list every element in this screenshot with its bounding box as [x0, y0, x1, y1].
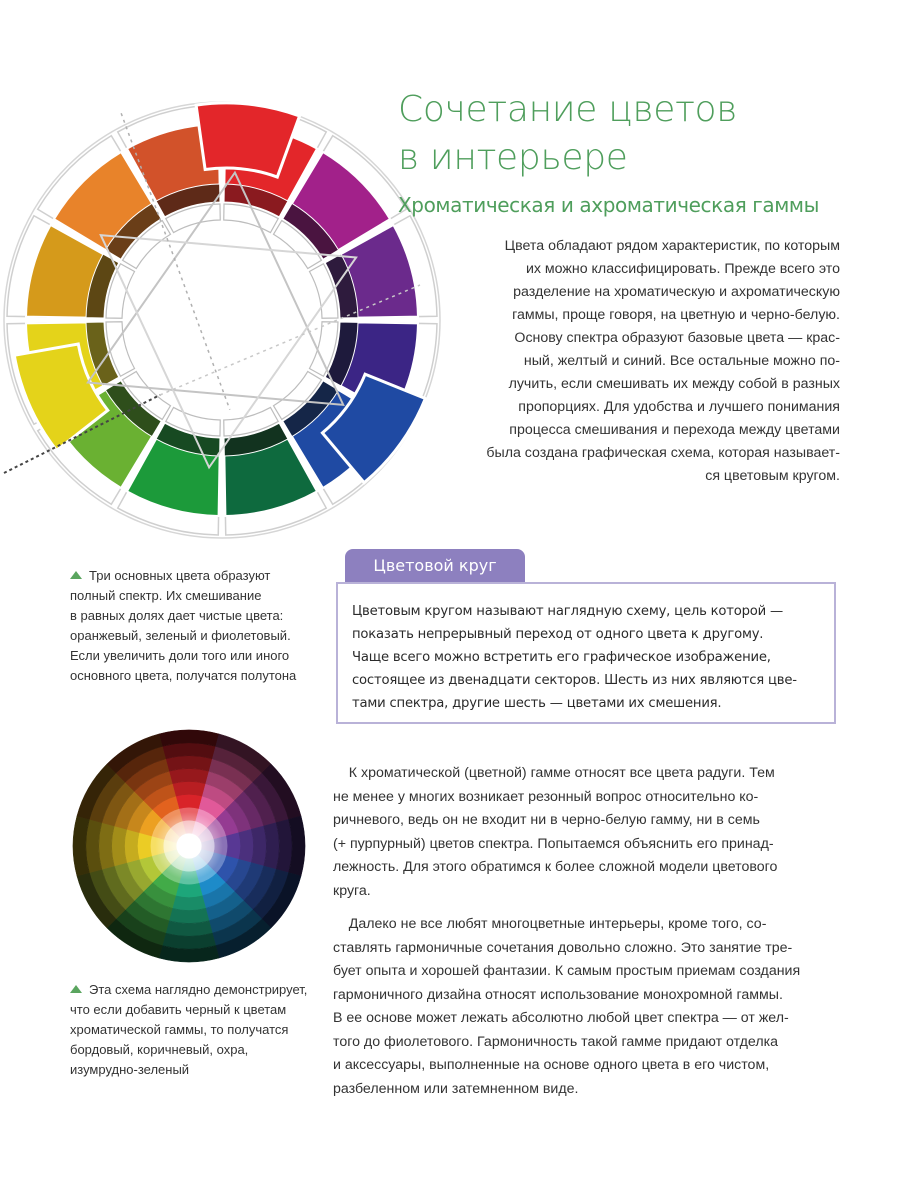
- caption-line: Эта схема наглядно демонстрирует,: [70, 980, 307, 1000]
- shade-cell: [169, 769, 209, 784]
- body-text: [333, 762, 841, 1113]
- intro-line: пропорциях. Для удобства и лучшего понимания: [518, 399, 840, 415]
- body-line: ставлять гармоничные сочетания довольно сложно. Это занятие тре-: [333, 939, 793, 956]
- body-paragraph: [333, 913, 841, 1101]
- intro-line: лучить, если смешивать их между собой в разных: [508, 376, 840, 392]
- intro-line: процесса смешивания и перехода между цветами: [509, 422, 840, 438]
- body-line: бует опыта и хорошей фантазии. К самым простым приемам создания: [333, 963, 801, 979]
- definition-line: состоящее из двенадцати секторов. Шесть из них являются цве-: [352, 673, 797, 688]
- definition-line: тами спектра, другие шесть — цветами их смешения.: [352, 696, 722, 711]
- caption-line: что если добавить черный к цветам: [70, 1002, 287, 1017]
- body-line: разбеленном или затемненном виде.: [333, 1080, 579, 1097]
- shade-cell: [125, 829, 140, 862]
- shade-cell: [251, 826, 266, 866]
- shade-cell: [112, 826, 127, 866]
- page-title: [398, 86, 818, 182]
- caption-line: Три основных цвета образуют: [70, 566, 296, 586]
- triangle-up-icon: [70, 571, 82, 579]
- shade-cell: [172, 782, 205, 797]
- caption-line: оранжевый, зеленый и фиолетовый.: [70, 628, 291, 643]
- caption-line: основного цвета, получатся полутона: [70, 668, 297, 683]
- intro-line: Основу спектра образуют базовые цвета — крас-: [514, 330, 840, 346]
- title-line: Сочетание цветов: [398, 89, 738, 130]
- caption-shaded-wheel: [70, 980, 307, 1080]
- shade-cell: [176, 794, 203, 808]
- shade-cell: [239, 829, 254, 862]
- intro-line: была создана графическая схема, которая называет-: [486, 445, 840, 461]
- intro-line: разделение на хроматическую и ахроматическую: [513, 284, 840, 300]
- intro-line: ный, желтый и синий. Все остальные можно по-: [523, 353, 840, 369]
- body-line: В ее основе может лежать абсолютно любой цвет спектра — от жел-: [333, 1010, 789, 1026]
- section-subtitle: Хроматическая и ахроматическая гаммы: [398, 193, 820, 217]
- center-glow: [155, 812, 223, 880]
- body-line: того до фиолетового. Гармоничность такой гамме придают отделка: [333, 1033, 779, 1050]
- body-paragraph: [333, 762, 841, 903]
- body-line: Далеко не все любят многоцветные интерьеры, кроме того, со-: [333, 916, 767, 932]
- shade-cell: [172, 896, 205, 911]
- definition-tab: Цветовой круг: [345, 549, 525, 582]
- intro-line: гаммы, проще говоря, на цветную и черно-белую.: [512, 307, 840, 323]
- definition-text: [352, 600, 832, 715]
- title-line: в интерьере: [398, 137, 628, 178]
- shade-cell: [226, 833, 240, 860]
- intro-line: их можно классифицировать. Прежде всего это: [525, 261, 840, 277]
- caption-line: в равных долях дает чистые цвета:: [70, 608, 284, 623]
- body-line: К хроматической (цветной) гамме относят все цвета радуги. Тем: [333, 765, 775, 781]
- caption-line: бордовый, коричневый, охра,: [70, 1042, 249, 1057]
- triangle-up-icon: [70, 985, 82, 993]
- intro-paragraph: [420, 235, 840, 488]
- body-line: лежность. Для этого обратимся к более сложной модели цветового: [333, 859, 778, 875]
- shade-cell: [176, 883, 203, 897]
- caption-primary-colors: [70, 566, 296, 686]
- intro-line: Цвета обладают рядом характеристик, по которым: [504, 238, 840, 254]
- intro-line: ся цветовым кругом.: [705, 468, 840, 484]
- caption-line: хроматической гаммы, то получатся: [70, 1022, 289, 1037]
- definition-line: Чаще всего можно встретить его графическое изображение,: [352, 650, 771, 665]
- definition-line: показать непрерывный переход от одного цвета к другому.: [352, 627, 764, 642]
- body-line: не менее у многих возникает резонный вопрос относительно ко-: [333, 788, 759, 805]
- definition-line: Цветовым кругом называют наглядную схему, цель которой —: [352, 604, 784, 619]
- shade-cell: [169, 908, 209, 923]
- caption-line: изумрудно-зеленый: [70, 1062, 190, 1077]
- body-line: и аксессуары, выполненные на основе одного цвета в его чистом,: [333, 1057, 770, 1073]
- body-line: круга.: [333, 882, 371, 899]
- body-line: гармоничного дизайна относят использование монохромной гаммы.: [333, 986, 783, 1003]
- shaded-color-wheel-illustration: [71, 728, 307, 964]
- body-line: ричневого, ведь он не входит ни в черно-белую гамму, ни в семь: [333, 812, 760, 828]
- body-line: (+ пурпурный) цветов спектра. Попытаемся объяснить его принад-: [333, 835, 774, 852]
- caption-line: Если увеличить доли того или иного: [70, 648, 290, 663]
- shade-cell: [137, 833, 151, 860]
- caption-line: полный спектр. Их смешивание: [70, 588, 262, 603]
